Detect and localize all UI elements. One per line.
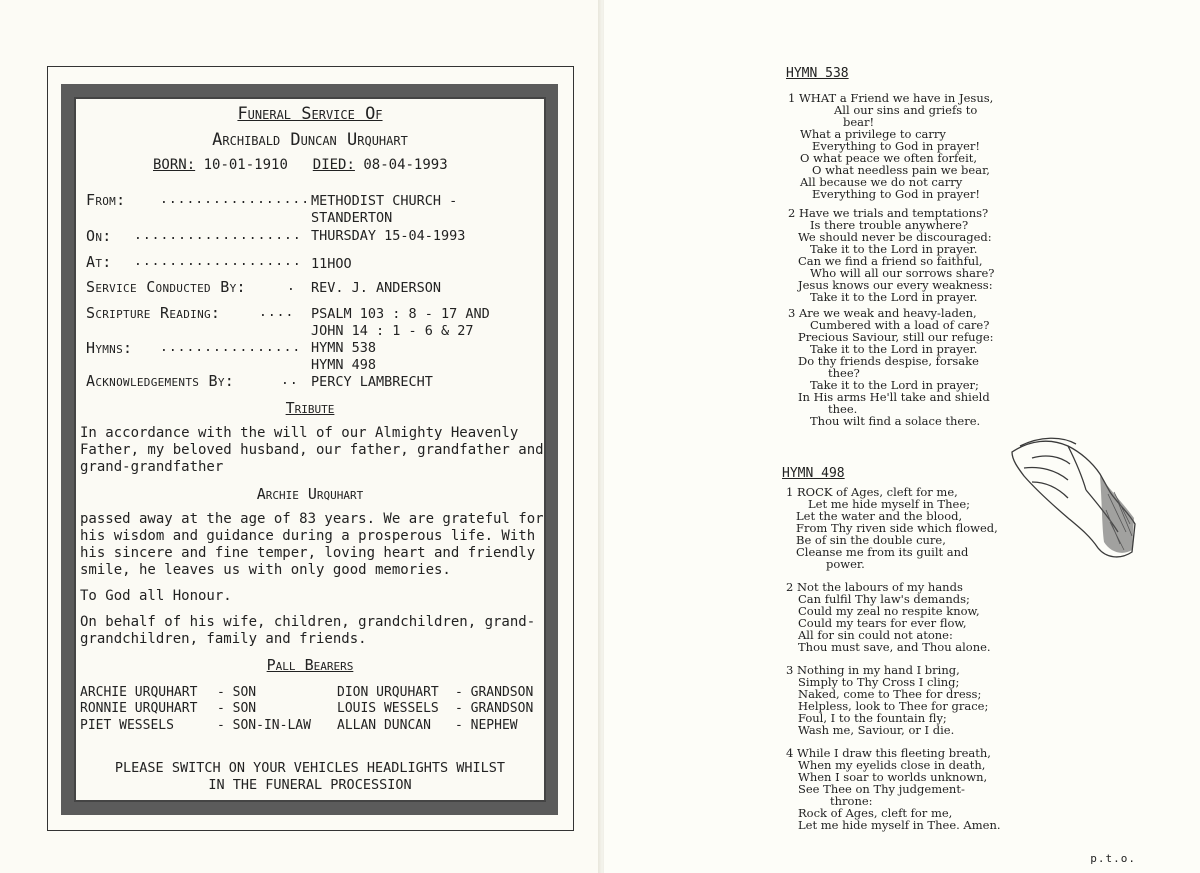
hymns-value-2: HYMN 498	[311, 357, 377, 373]
verse-line: thee?	[828, 366, 860, 380]
verse-number: 1 ROCK of Ages, cleft for me,	[786, 485, 958, 499]
verse-line: Let me hide myself in Thee. Amen.	[798, 818, 1001, 832]
verse-line: Take it to the Lord in prayer.	[810, 342, 978, 356]
verse-line: Could my tears for ever flow,	[798, 616, 967, 630]
from-value-2: STANDERTON	[311, 210, 393, 226]
hymns-value: HYMN 538	[311, 340, 377, 356]
verse-line: Wash me, Saviour, or I die.	[798, 723, 955, 737]
verse-number: 2 Have we trials and temptations?	[788, 206, 989, 220]
verse-line: Everything to God in prayer!	[812, 187, 981, 201]
verse-line: power.	[826, 557, 865, 571]
verse-line: Take it to the Lord in prayer.	[810, 290, 978, 304]
bearer-right-2-rel: - GRANDSON	[455, 701, 534, 716]
hymn-498-verse-4	[786, 747, 1001, 831]
bearer-right-1-rel: - GRANDSON	[455, 685, 534, 700]
bearer-left-3-name: PIET WESSELS	[80, 718, 174, 733]
hymn-498-verse-2	[786, 581, 991, 653]
bearer-left-2-name: RONNIE URQUHART	[80, 701, 198, 716]
conducted-dots: .	[287, 279, 296, 294]
service-title: Funeral Service Of	[237, 104, 383, 124]
from-value: METHODIST CHURCH -	[311, 193, 458, 209]
bearer-left-3-rel: - SON-IN-LAW	[217, 718, 311, 733]
verse-line: In His arms He'll take and shield	[798, 390, 990, 404]
acknowledgements-dots: ..	[281, 373, 299, 388]
bearer-left-1-rel: - SON	[217, 685, 257, 700]
bearer-right-3-name: ALLAN DUNCAN	[337, 718, 431, 733]
verse-line: Simply to Thy Cross I cling;	[798, 675, 960, 689]
archie-name: Archie Urquhart	[256, 485, 364, 503]
at-value: 11HOO	[311, 256, 352, 272]
verse-line: O what needless pain we bear,	[812, 163, 990, 177]
verse-line: Rock of Ages, cleft for me,	[798, 806, 953, 820]
bearer-left-2-rel: - SON	[217, 701, 257, 716]
tribute-paragraph-1: In accordance with the will of our Almighty Heavenly Father, my beloved husband, our father, grandfather and grand-grandfather	[80, 425, 544, 475]
verse-line: Foul, I to the fountain fly;	[798, 711, 947, 725]
verse-line: bear!	[843, 115, 875, 129]
verse-line: O what peace we often forfeit,	[800, 151, 978, 165]
verse-line: Is there trouble anywhere?	[810, 218, 969, 232]
verse-line: thee.	[828, 402, 858, 416]
verse-line: Take it to the Lord in prayer.	[810, 242, 978, 256]
died-label: DIED:	[312, 157, 355, 173]
hymn-538-verse-2	[788, 207, 994, 303]
hymn-538-verse-1	[788, 92, 993, 200]
hymn-498-heading: HYMN 498	[782, 466, 845, 481]
acknowledgements-value: PERCY LAMBRECHT	[311, 374, 433, 390]
verse-line: Be of sin the double cure,	[796, 533, 946, 547]
verse-line: Do thy friends despise, forsake	[798, 354, 979, 368]
verse-line: Naked, come to Thee for dress;	[798, 687, 982, 701]
hymn-538-heading: HYMN 538	[786, 66, 849, 81]
headlights-notice-1: PLEASE SWITCH ON YOUR VEHICLES HEADLIGHTS WHILST	[114, 760, 506, 776]
bearer-left-1-name: ARCHIE URQUHART	[80, 685, 198, 700]
born-date: 10-01-1910	[203, 157, 288, 173]
verse-number: 1 WHAT a Friend we have in Jesus,	[788, 91, 994, 105]
at-dots: ...................	[134, 254, 302, 269]
verse-line: Can we find a friend so faithful,	[798, 254, 983, 268]
acknowledgements-label: Acknowledgements By:	[86, 372, 235, 390]
verse-line: See Thee on Thy judgement-	[798, 782, 965, 796]
verse-number: 3 Nothing in my hand I bring,	[786, 663, 960, 677]
verse-line: Let the water and the blood,	[796, 509, 963, 523]
hymns-dots: ................	[160, 340, 302, 355]
verse-line: Can fulfil Thy law's demands;	[798, 592, 970, 606]
verse-line: Cumbered with a load of care?	[810, 318, 990, 332]
bearer-right-3-rel: - NEPHEW	[455, 718, 518, 733]
verse-line: Helpless, look to Thee for grace;	[798, 699, 989, 713]
scripture-dots: ....	[259, 305, 295, 320]
verse-line: All our sins and griefs to	[834, 103, 978, 117]
conducted-label: Service Conducted By:	[86, 278, 246, 296]
tribute-paragraph-3: To God all Honour.	[80, 588, 232, 604]
verse-line: Everything to God in prayer!	[812, 139, 981, 153]
tribute-paragraph-2: passed away at the age of 83 years. We are grateful for his wisdom and guidance during a prosperous life. With his sincere and fine temper, loving heart and friendly smile, he leaves us with only good memories.	[80, 511, 544, 578]
verse-number: 4 While I draw this fleeting breath,	[786, 746, 991, 760]
verse-line: Precious Saviour, still our refuge:	[798, 330, 994, 344]
verse-line: All for sin could not atone:	[798, 628, 953, 642]
tribute-paragraph-4: On behalf of his wife, children, grandchildren, grand-grandchildren, family and friends.	[80, 614, 536, 647]
died-date: 08-04-1993	[363, 157, 448, 173]
verse-line: What a privilege to carry	[800, 127, 946, 141]
tribute-heading: Tribute	[285, 399, 335, 417]
hymn-498-verse-3	[786, 664, 988, 736]
verse-line: When my eyelids close in death,	[798, 758, 986, 772]
from-dots: .................	[160, 192, 311, 207]
on-label: On:	[86, 227, 112, 245]
conducted-value: REV. J. ANDERSON	[311, 280, 442, 296]
verse-line: Jesus knows our every weakness:	[798, 278, 993, 292]
verse-line: When I soar to worlds unknown,	[798, 770, 988, 784]
deceased-name: Archibald Duncan Urquhart	[212, 130, 408, 150]
verse-line: Who will all our sorrows share?	[810, 266, 995, 280]
on-value: THURSDAY 15-04-1993	[311, 228, 466, 244]
hymn-498-verse-1	[786, 486, 998, 570]
verse-line: From Thy riven side which flowed,	[796, 521, 998, 535]
verse-line: We should never be discouraged:	[798, 230, 992, 244]
scripture-label: Scripture Reading:	[86, 304, 221, 322]
verse-line: Thou wilt find a solace there.	[810, 414, 981, 428]
scripture-value-2: JOHN 14 : 1 - 6 & 27	[311, 323, 474, 339]
scripture-value: PSALM 103 : 8 - 17 AND	[311, 306, 490, 322]
verse-number: 3 Are we weak and heavy-laden,	[788, 306, 977, 320]
at-label: At:	[86, 253, 112, 271]
from-label: From:	[86, 191, 126, 209]
verse-line: Cleanse me from its guilt and	[796, 545, 969, 559]
bearer-right-2-name: LOUIS WESSELS	[337, 701, 439, 716]
verse-line: Let me hide myself in Thee;	[808, 497, 970, 511]
hymns-label: Hymns:	[86, 339, 133, 357]
bearer-right-1-name: DION URQUHART	[337, 685, 439, 700]
verse-line: Thou must save, and Thou alone.	[798, 640, 991, 654]
verse-line: Take it to the Lord in prayer;	[810, 378, 979, 392]
verse-number: 2 Not the labours of my hands	[786, 580, 963, 594]
born-row	[153, 157, 448, 173]
hymn-538-verse-3	[788, 307, 994, 427]
born-label: BORN:	[153, 157, 196, 173]
bearers-heading: Pall Bearers	[266, 656, 354, 674]
on-dots: ...................	[134, 228, 302, 243]
verse-line: Could my zeal no respite know,	[798, 604, 980, 618]
verse-line: throne:	[830, 794, 873, 808]
headlights-notice-2: IN THE FUNERAL PROCESSION	[208, 777, 412, 793]
praying-hands-icon	[1010, 432, 1140, 567]
pto-note: p.t.o.	[1090, 852, 1136, 865]
verse-line: All because we do not carry	[800, 175, 963, 189]
